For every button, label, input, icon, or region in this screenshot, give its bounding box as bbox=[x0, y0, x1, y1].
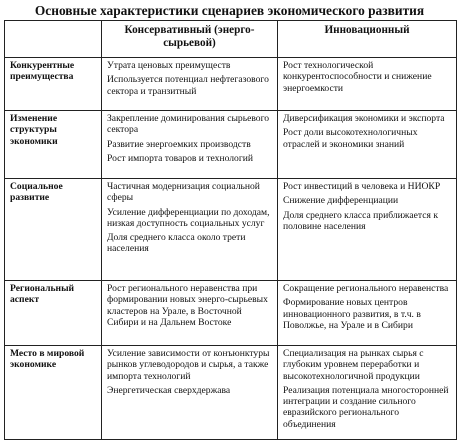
list-item: Доля среднего класса приближается к половине населения bbox=[283, 209, 438, 232]
table-row bbox=[5, 179, 457, 281]
table-row bbox=[5, 58, 457, 111]
innovative-cell bbox=[278, 58, 457, 111]
innovative-cell bbox=[278, 346, 457, 440]
conservative-cell bbox=[102, 346, 278, 440]
list-item: Рост регионального неравенства при формировании новых энерго-сырьевых кластеров на Урале, в Восточной Сибири и на Дальнем Востоке bbox=[107, 283, 268, 328]
innovative-cell bbox=[278, 281, 457, 346]
header-row bbox=[5, 21, 457, 58]
list-item: Усиление дифференциации по доходам, низкая доступность социальных услуг bbox=[107, 206, 270, 229]
aspect-cell: Конкурентные преимущества bbox=[5, 58, 102, 111]
header-aspect bbox=[5, 21, 102, 58]
header-conservative bbox=[102, 21, 278, 58]
innovative-cell bbox=[278, 179, 457, 281]
table-row bbox=[5, 281, 457, 346]
list-item: Специализация на рынках сырья с глубоким уровнем переработки и высокотехнологичной продукции bbox=[283, 348, 424, 382]
aspect-cell: Место в мировой экономике bbox=[5, 346, 102, 440]
conservative-cell bbox=[102, 111, 278, 179]
aspect-cell: Региональный аспект bbox=[5, 281, 102, 346]
aspect-cell: Социальное развитие bbox=[5, 179, 102, 281]
list-item: Сокращение регионального неравенства bbox=[283, 283, 449, 294]
table-row bbox=[5, 111, 457, 179]
header-innovative: Инновационный bbox=[278, 21, 457, 58]
list-item: Диверсификация экономики и экспорта bbox=[283, 113, 445, 124]
list-item: Формирование новых центров инновационного развития, в т.ч. в Поволжье, на Урале и в Сибири bbox=[283, 297, 421, 331]
aspect-cell: Изменение структуры экономики bbox=[5, 111, 102, 179]
table-row bbox=[5, 346, 457, 440]
header-conservative-label: Консервативный (энерго-сырьевой) bbox=[124, 24, 255, 49]
list-item: Рост технологической конкурентоспособности и снижение энергоемкости bbox=[283, 60, 432, 94]
list-item: Утрата ценовых преимуществ bbox=[107, 60, 231, 71]
list-item: Развитие энергоемких производств bbox=[107, 138, 251, 150]
conservative-cell bbox=[102, 58, 278, 111]
list-item: Доля среднего класса около трети населения bbox=[107, 232, 246, 255]
list-item: Энергетическая сверхдержава bbox=[107, 384, 231, 396]
list-item: Реализация потенциала многосторонней интеграции и создание сильного евразийского регионального объединения bbox=[283, 384, 449, 430]
conservative-cell bbox=[102, 179, 278, 281]
table-title: Основные характеристики сценариев экономического развития bbox=[34, 3, 425, 18]
list-item: Используется потенциал нефтегазового сектора и транзитный bbox=[107, 74, 269, 97]
conservative-cell bbox=[102, 281, 278, 346]
list-item: Рост инвестиций в человека и НИОКР bbox=[283, 181, 441, 192]
scenarios-table bbox=[4, 20, 457, 440]
list-item: Частичная модернизация социальной сферы bbox=[107, 181, 260, 204]
list-item: Рост импорта товаров и технологий bbox=[107, 152, 254, 164]
list-item: Усиление зависимости от конъюнктуры рынков углеводородов и сырья, а также импорта технологий bbox=[107, 348, 270, 382]
list-item: Снижение дифференциации bbox=[283, 195, 399, 207]
innovative-cell bbox=[278, 111, 457, 179]
list-item: Закрепление доминирования сырьевого сектора bbox=[107, 113, 270, 136]
list-item: Рост доли высокотехнологичных отраслей и экономики знаний bbox=[283, 127, 418, 150]
